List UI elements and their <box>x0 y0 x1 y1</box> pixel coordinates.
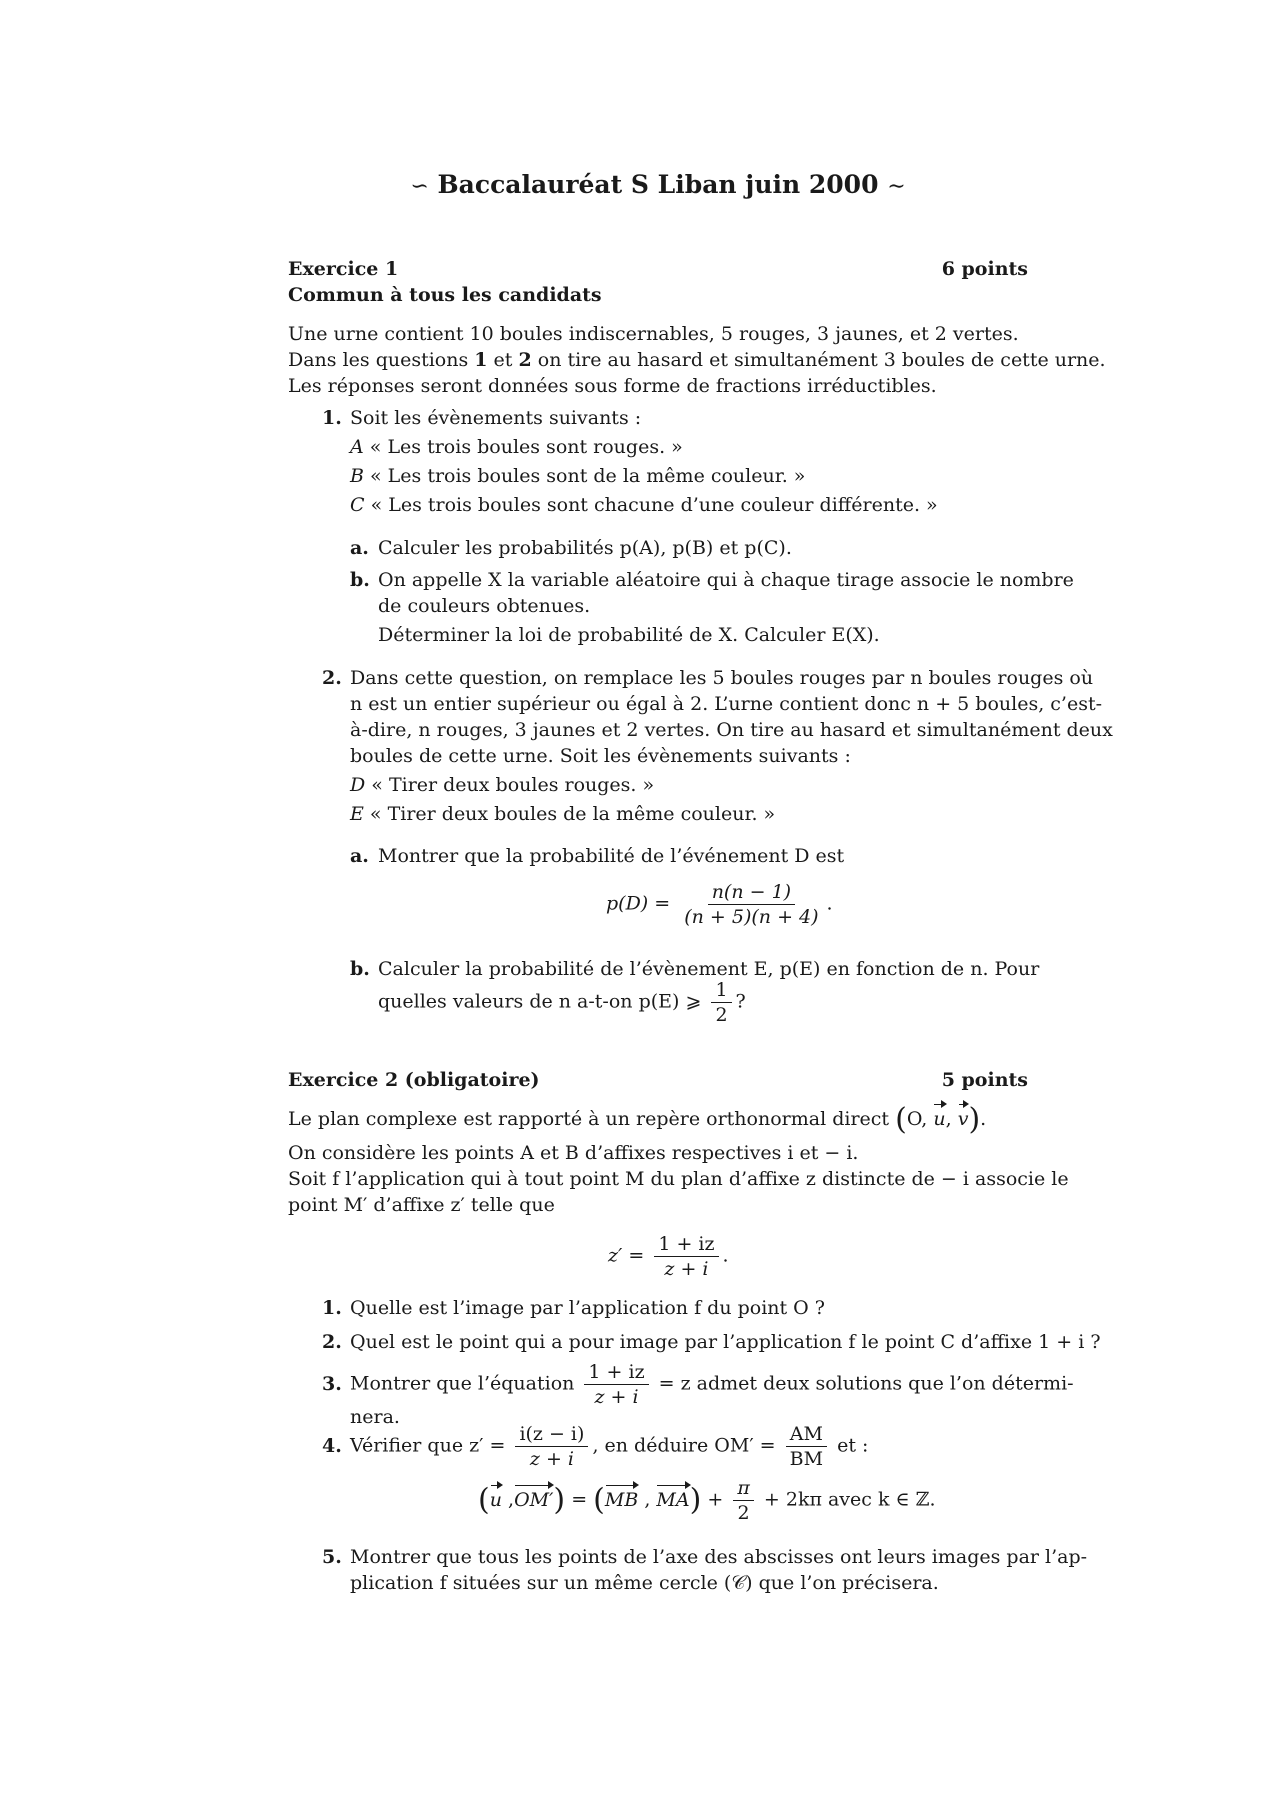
repere-right-paren: ) <box>968 1102 981 1137</box>
ex2-q4-text-b: , en déduire OM′ = <box>592 1434 776 1457</box>
ex2-q3-line2: nera. <box>350 1406 400 1428</box>
title-text: Baccalauréat S Liban juin 2000 <box>437 170 879 199</box>
ex2-intro1-text: Le plan complexe est rapporté à un repère orthonormal direct <box>288 1108 890 1130</box>
ex1-q2a-text: Montrer que la probabilité de l’événement D est <box>378 845 845 867</box>
ex1-q1 <box>322 405 641 431</box>
ex2-q2-text: Quel est le point qui a pour image par l’application f le point C d’affixe 1 + i ? <box>350 1331 1101 1353</box>
angle-equals: = <box>571 1488 588 1511</box>
formula-zprime-numerator: 1 + iz <box>654 1232 718 1257</box>
right-ornament-icon: ∼ <box>887 174 906 199</box>
ex2-intro-line1 <box>288 1102 1028 1137</box>
pi-over-2-fraction <box>733 1476 754 1525</box>
formula-pd-numerator: n(n − 1) <box>708 880 795 905</box>
angle-plus: + <box>707 1488 724 1511</box>
angle-tail: + 2kπ avec k ∈ ℤ. <box>763 1488 936 1511</box>
formula-zprime <box>608 1232 729 1281</box>
angle-right-paren-1: ) <box>553 1482 566 1518</box>
ex2-q4-text-a: Vérifier que z′ = <box>350 1434 506 1457</box>
ex2-q4-frac1-numerator: i(z − i) <box>515 1422 588 1447</box>
ex2-q5-line1: Montrer que tous les points de l’axe des abscisses ont leurs images par l’ap- <box>350 1546 1088 1568</box>
ex2-q5-number: 5. <box>322 1546 342 1568</box>
formula-zprime-fraction <box>654 1232 718 1281</box>
ex2-q4-frac2-denominator: BM <box>789 1448 824 1470</box>
event-a-text: « Les trois boules sont rouges. » <box>363 436 683 458</box>
ex1-q1a-text: Calculer les probabilités p(A), p(B) et p(C). <box>378 537 792 559</box>
event-b <box>350 463 805 489</box>
angle-left-paren-2: ( <box>593 1482 605 1518</box>
ex1-intro2-part-d: on tire au hasard et simultanément 3 boules de cette urne. <box>531 349 1106 371</box>
ex1-intro2-q2: 2 <box>518 349 532 371</box>
ex1-points: 6 points <box>941 258 1028 280</box>
ex2-header <box>288 1067 1028 1093</box>
ex2-q4-text-c: et : <box>837 1434 869 1457</box>
ex1-q2b-line2 <box>378 978 746 1027</box>
ex2-q4-angle-formula: (u ,OM′) = (MB , MA) + $\frac{\pi}{2}$ + 2kπ avec k ∈ ℤ. <box>478 1477 936 1524</box>
ex1-q2b-frac-denominator: 2 <box>715 1004 728 1026</box>
formula-zprime-lhs: z′ = <box>608 1244 645 1267</box>
ex1-intro2-part-a: Dans les questions <box>288 349 475 371</box>
ex1-intro-line2 <box>288 347 1106 373</box>
formula-pd-lhs: p(D) = <box>606 892 671 915</box>
ex2-intro-line2: On considère les points A et B d’affixes respectives i et − i. <box>288 1142 859 1164</box>
ex2-q2-number: 2. <box>322 1331 342 1353</box>
ex1-q1a <box>350 535 792 561</box>
left-ornament-icon: ∽ <box>410 174 429 199</box>
ex2-q4-frac1-denominator: z + i <box>529 1448 574 1470</box>
event-b-text: « Les trois boules sont de la même couleur. » <box>363 465 806 487</box>
ex1-q2b-frac-numerator: 1 <box>711 978 731 1003</box>
pi-numerator: π <box>733 1476 754 1501</box>
ex1-q1a-number: a. <box>350 537 369 559</box>
ex1-q1b-line3: Déterminer la loi de probabilité de X. Calculer E(X). <box>378 624 880 646</box>
event-e <box>350 801 775 827</box>
ex2-q5-line2: plication f situées sur un même cercle (𝒞) que l’on précisera. <box>350 1572 939 1594</box>
ex2-q3-numerator: 1 + iz <box>584 1360 648 1385</box>
ex1-q2b-line2-text: quelles valeurs de n a-t-on p(E) ⩾ <box>378 990 702 1013</box>
ex1-q2a-number: a. <box>350 845 369 867</box>
formula-zprime-end: . <box>722 1244 729 1267</box>
pi-denominator: 2 <box>737 1502 750 1524</box>
ex1-q1b-line2: de couleurs obtenues. <box>378 595 591 617</box>
ex1-q1b-number: b. <box>350 569 370 591</box>
ex2-q1 <box>322 1295 825 1321</box>
ex2-heading: Exercice 2 (obligatoire) <box>288 1069 540 1091</box>
vector-u-2: u <box>489 1488 502 1511</box>
formula-pd-denominator: (n + 5)(n + 4) <box>684 906 819 928</box>
ex1-intro2-q1: 1 <box>474 349 488 371</box>
ex1-q2-line3: à-dire, n rouges, 3 jaunes et 2 vertes. On tire au hasard et simultanément deux <box>350 719 1113 741</box>
ex1-q2b-end: ? <box>735 990 746 1013</box>
ex1-q2a <box>350 843 844 869</box>
event-c-text: « Les trois boules sont chacune d’une couleur différente. » <box>364 494 938 516</box>
ex1-header <box>288 256 1028 282</box>
vector-u: u <box>933 1108 946 1130</box>
angle-left-paren-1: ( <box>478 1482 490 1518</box>
ex1-q2b-number: b. <box>350 958 370 980</box>
ex1-q1b <box>350 567 1074 593</box>
ex2-intro1-end: . <box>980 1108 987 1130</box>
formula-zprime-denominator: z + i <box>664 1258 709 1280</box>
ex2-q1-text: Quelle est l’image par l’application f du point O ? <box>350 1297 825 1319</box>
event-e-text: « Tirer deux boules de la même couleur. » <box>363 803 776 825</box>
ex2-q4-fraction1 <box>515 1422 588 1471</box>
repere-left-paren: ( <box>895 1102 907 1137</box>
formula-pd <box>606 880 833 929</box>
event-d-var: D <box>350 774 366 796</box>
ex1-q2-number: 2. <box>322 667 342 689</box>
ex1-q2-line2: n est un entier supérieur ou égal à 2. L’urne contient donc n + 5 boules, c’est- <box>350 693 1103 715</box>
ex1-q2-line1: Dans cette question, on remplace les 5 boules rouges par n boules rouges où <box>350 667 1094 689</box>
event-e-var: E <box>350 803 364 825</box>
event-d <box>350 772 654 798</box>
vector-v: v <box>957 1108 969 1130</box>
ex1-intro-line1: Une urne contient 10 boules indiscernables, 5 rouges, 3 jaunes, et 2 vertes. <box>288 323 1019 345</box>
page-title <box>288 172 1028 200</box>
ex2-intro-line4: point M′ d’affixe z′ telle que <box>288 1194 555 1216</box>
ex1-intro2-part-c: et <box>487 349 519 371</box>
ex1-heading: Exercice 1 <box>288 258 399 280</box>
event-b-var: B <box>350 465 364 487</box>
ex2-intro-line3: Soit f l’application qui à tout point M du plan d’affixe z distincte de − i associe le <box>288 1168 1069 1190</box>
ex2-q5 <box>322 1544 1088 1570</box>
vector-om-prime: OM′ <box>514 1488 554 1511</box>
angle-right-paren-2: ) <box>689 1482 702 1518</box>
formula-pd-end: . <box>826 892 833 915</box>
ex1-q1-number: 1. <box>322 407 342 429</box>
ex2-q1-number: 1. <box>322 1297 342 1319</box>
ex2-q4-frac2-numerator: AM <box>786 1422 827 1447</box>
ex2-q3-text-b: = z admet deux solutions que l’on détermi- <box>658 1372 1074 1395</box>
ex1-q2b-fraction <box>711 978 731 1027</box>
ex1-subheading: Commun à tous les candidats <box>288 284 602 306</box>
ex2-q3-fraction <box>584 1360 648 1409</box>
ex1-q2b-line1: Calculer la probabilité de l’évènement E, p(E) en fonction de n. Pour <box>378 958 1040 980</box>
vector-mb: MB <box>604 1488 639 1511</box>
ex1-intro-line3: Les réponses seront données sous forme de fractions irréductibles. <box>288 375 937 397</box>
ex2-q4-number: 4. <box>322 1434 342 1457</box>
ex2-q3-text-a: Montrer que l’équation <box>350 1372 575 1395</box>
ex1-q2 <box>322 665 1093 691</box>
ex1-q2-line4: boules de cette urne. Soit les évènements suivants : <box>350 745 851 767</box>
ex2-q4 <box>322 1422 868 1471</box>
event-c-var: C <box>350 494 365 516</box>
ex2-q3-denominator: z + i <box>594 1386 639 1408</box>
ex2-q3-number: 3. <box>322 1372 342 1395</box>
event-c <box>350 492 938 518</box>
event-a-var: A <box>350 436 364 458</box>
ex2-q4-fraction2 <box>786 1422 827 1471</box>
formula-pd-fraction <box>680 880 822 929</box>
repere-origin: O, <box>906 1108 928 1130</box>
ex1-q1b-line1: On appelle X la variable aléatoire qui à chaque tirage associe le nombre <box>378 569 1074 591</box>
ex2-q3 <box>322 1360 1074 1409</box>
ex2-q2 <box>322 1329 1101 1355</box>
event-d-text: « Tirer deux boules rouges. » <box>365 774 655 796</box>
event-a <box>350 434 683 460</box>
ex1-q1-text: Soit les évènements suivants : <box>350 407 642 429</box>
ex2-points: 5 points <box>941 1069 1028 1091</box>
vector-ma: MA <box>656 1488 690 1511</box>
repere-comma: , <box>945 1108 952 1130</box>
